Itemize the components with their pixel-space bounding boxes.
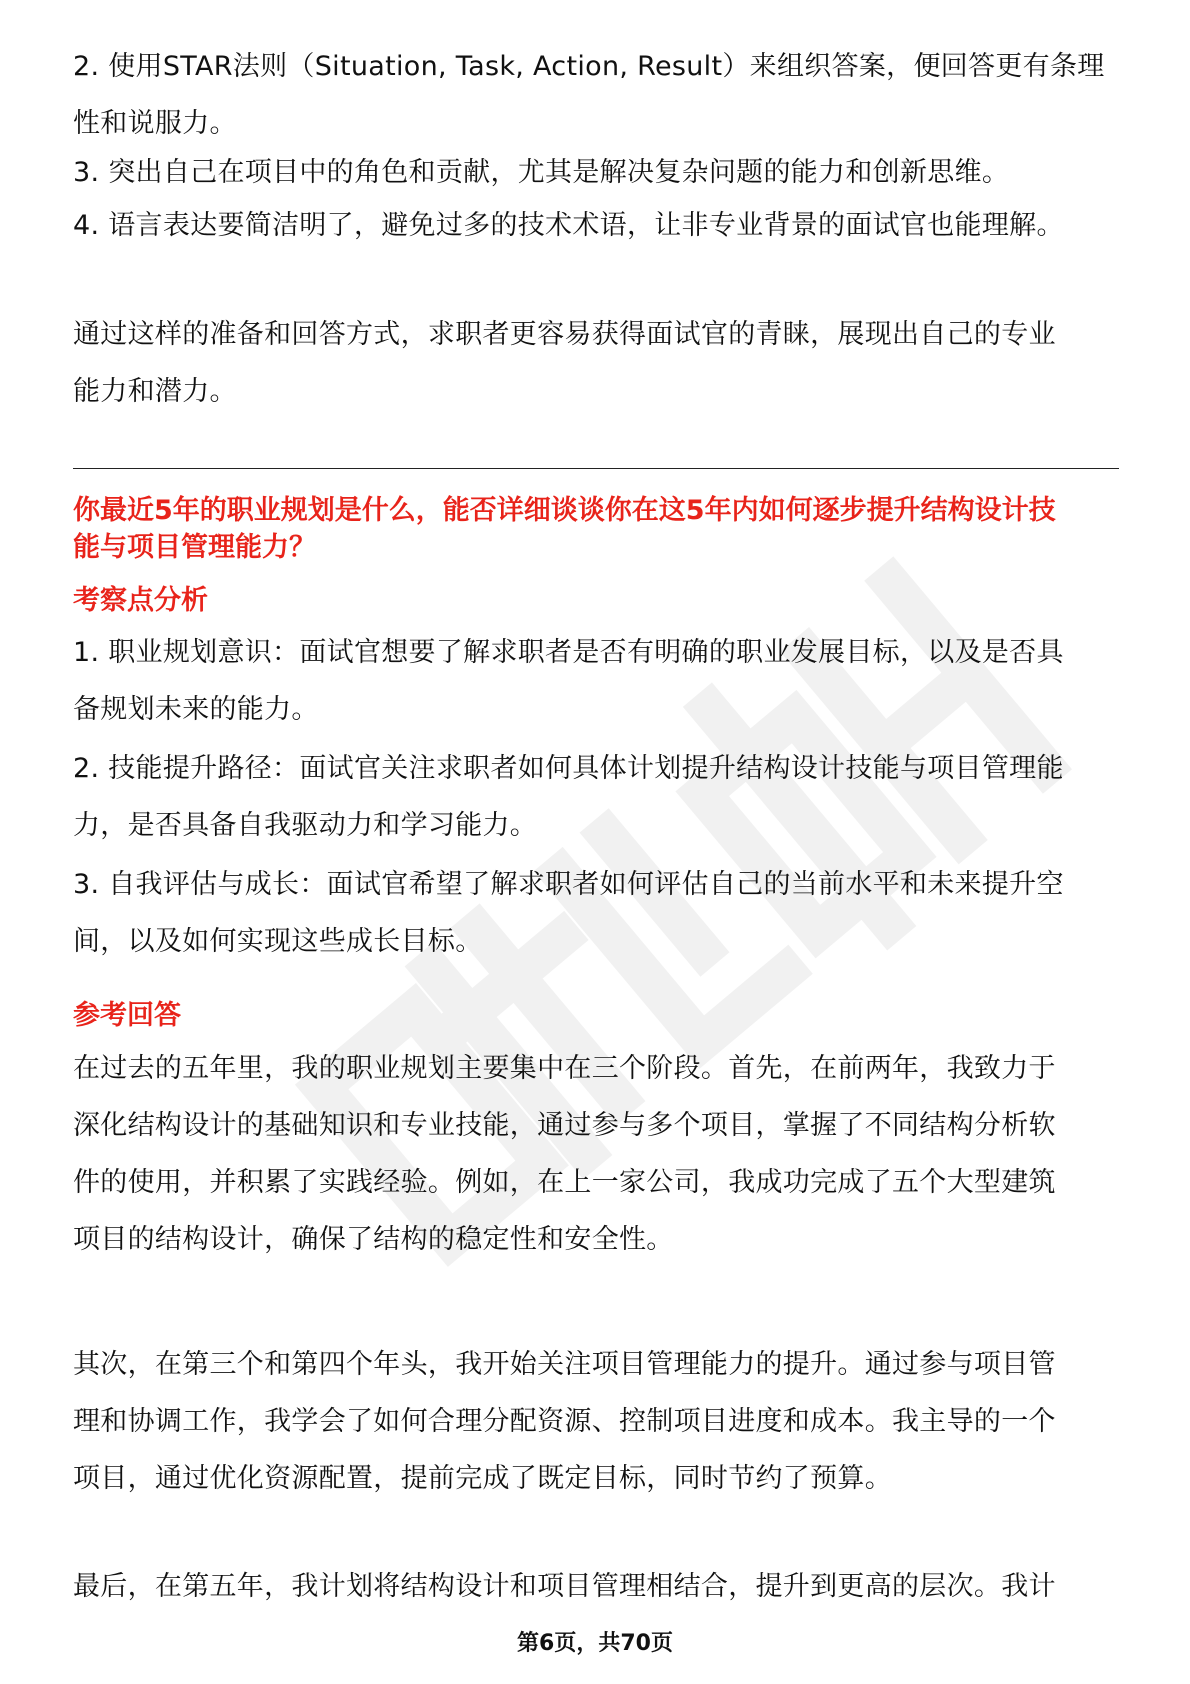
answer-heading: 参考回答	[73, 1000, 181, 1031]
section-divider	[73, 468, 1119, 469]
list-item	[73, 144, 1119, 201]
list-item	[73, 740, 1119, 854]
list-item-line: 性和说服力。	[73, 108, 237, 139]
question-title	[73, 492, 1119, 566]
answer-paragraph	[73, 1558, 1119, 1615]
summary-paragraph	[73, 306, 1119, 420]
list-item	[73, 38, 1119, 152]
question-line: 你最近5年的职业规划是什么，能否详细谈谈你在这5年内如何逐步提升结构设计技	[73, 495, 1056, 526]
analysis-heading: 考察点分析	[73, 585, 208, 616]
list-item-line: 备规划未来的能力。	[73, 694, 319, 725]
summary-line: 能力和潜力。	[73, 376, 237, 407]
answer-line: 项目的结构设计，确保了结构的稳定性和安全性。	[73, 1224, 674, 1255]
answer-line: 最后，在第五年，我计划将结构设计和项目管理相结合，提升到更高的层次。我计	[73, 1571, 1056, 1602]
summary-line: 通过这样的准备和回答方式，求职者更容易获得面试官的青睐，展现出自己的专业	[73, 319, 1056, 350]
page-number: 第6页，共70页	[517, 1631, 673, 1656]
answer-line: 深化结构设计的基础知识和专业技能，通过参与多个项目，掌握了不同结构分析软	[73, 1110, 1056, 1141]
answer-paragraph	[73, 1040, 1119, 1268]
list-item-line: 力，是否具备自我驱动力和学习能力。	[73, 810, 538, 841]
list-item-line: 2. 使用STAR法则（Situation, Task, Action, Result）来组织答案，便回答更有条理	[73, 51, 1105, 82]
question-line: 能与项目管理能力？	[73, 532, 316, 563]
list-item	[73, 197, 1119, 254]
list-item	[73, 624, 1119, 738]
answer-paragraph	[73, 1336, 1119, 1507]
answer-line: 项目，通过优化资源配置，提前完成了既定目标，同时节约了预算。	[73, 1463, 892, 1494]
answer-line: 在过去的五年里，我的职业规划主要集中在三个阶段。首先，在前两年，我致力于	[73, 1053, 1056, 1084]
answer-line: 其次，在第三个和第四个年头，我开始关注项目管理能力的提升。通过参与项目管	[73, 1349, 1056, 1380]
answer-line: 件的使用，并积累了实践经验。例如，在上一家公司，我成功完成了五个大型建筑	[73, 1167, 1056, 1198]
list-item-line: 3. 自我评估与成长：面试官希望了解求职者如何评估自己的当前水平和未来提升空	[73, 869, 1064, 900]
list-item-line: 间，以及如何实现这些成长目标。	[73, 926, 483, 957]
analysis-section	[73, 581, 1119, 621]
list-item	[73, 856, 1119, 970]
list-item-line: 1. 职业规划意识：面试官想要了解求职者是否有明确的职业发展目标，以及是否具	[73, 637, 1064, 668]
answer-section	[73, 996, 1119, 1036]
list-item-line: 4. 语言表达要简洁明了，避免过多的技术术语，让非专业背景的面试官也能理解。	[73, 210, 1064, 241]
answer-line: 理和协调工作，我学会了如何合理分配资源、控制项目进度和成本。我主导的一个	[73, 1406, 1056, 1437]
list-item-line: 3. 突出自己在项目中的角色和贡献，尤其是解决复杂问题的能力和创新思维。	[73, 157, 1010, 188]
list-item-line: 2. 技能提升路径：面试官关注求职者如何具体计划提升结构设计技能与项目管理能	[73, 753, 1064, 784]
